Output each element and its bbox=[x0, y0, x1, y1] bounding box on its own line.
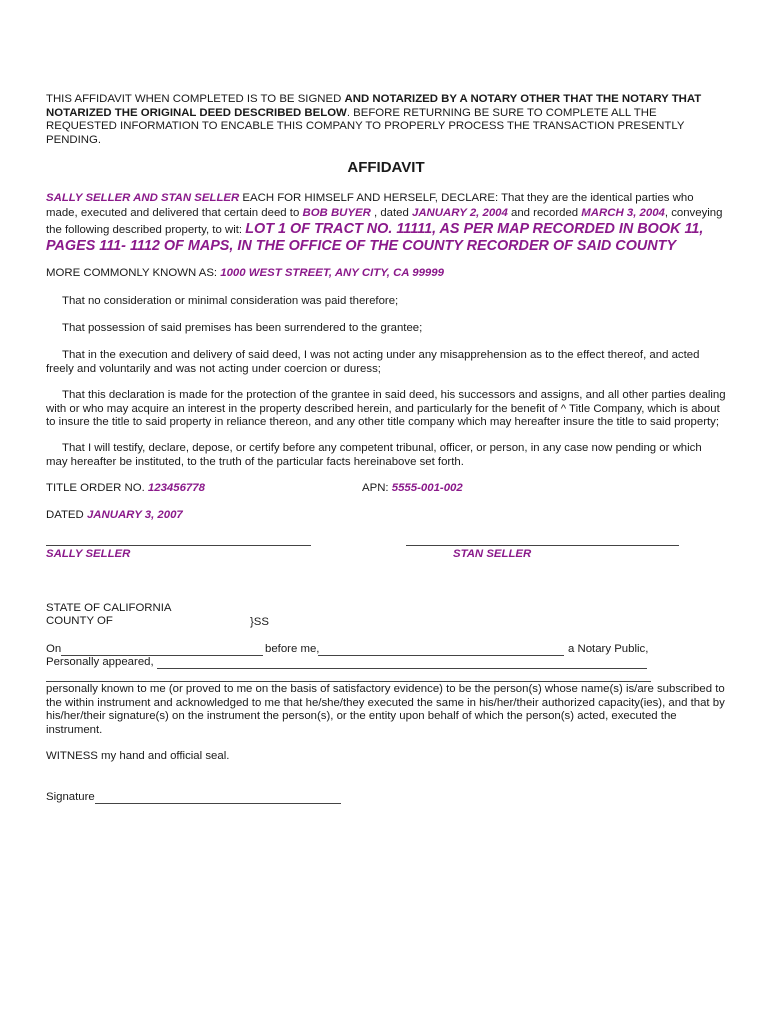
deed-date: JANUARY 2, 2004 bbox=[412, 207, 508, 219]
apn-number: 5555-001-002 bbox=[391, 482, 463, 494]
notary-county: COUNTY OF bbox=[46, 615, 113, 627]
signer-name-1: SALLY SELLER bbox=[46, 548, 131, 560]
notary-name-blank[interactable] bbox=[318, 655, 564, 656]
personally-appeared-blank[interactable] bbox=[157, 668, 647, 669]
dated-value: JANUARY 3, 2007 bbox=[86, 509, 183, 521]
personally-appeared-label: Personally appeared, bbox=[46, 656, 154, 668]
title-order-line: TITLE ORDER NO. 123456778 bbox=[46, 482, 205, 494]
paragraph-testify: That I will testify, declare, depose, or certify before any competent tribunal, officer, or person, in any case now pending or which may hereafter be instituted, to the truth of the particular facts hereinabove set forth. bbox=[46, 442, 702, 468]
apn-line: APN: 5555-001-002 bbox=[362, 482, 463, 494]
signature-line-2[interactable] bbox=[406, 545, 679, 546]
paragraph-execution: That in the execution and delivery of said deed, I was not acting under any misapprehension as to the effect thereof, and acted freely and voluntarily and was not acting under coercion or duress; bbox=[46, 349, 700, 375]
on-label: On bbox=[46, 643, 62, 655]
signer-name-2: STAN SELLER bbox=[453, 548, 532, 560]
recorded-date: MARCH 3, 2004 bbox=[581, 207, 665, 219]
legal-description: LOT 1 OF TRACT NO. 11111, AS PER MAP RECORDED IN BOOK 11, PAGES 111- 1112 OF MAPS, IN THE OFFICE OF THE COUNTY RECORDER OF SAID COUNTY bbox=[46, 221, 704, 254]
notary-public-label: a Notary Public, bbox=[568, 643, 649, 655]
declaration-paragraph: SALLY SELLER AND STAN SELLER EACH FOR HIMSELF AND HERSELF, DECLARE: That they are the identical parties who made, executed and delivered that certain deed to BOB BUYER , dated JANUARY 2, 2004 and recorded MARCH 3, 2004, conveying the following described property, to wit: LOT 1 OF TRACT NO. 11111, AS PER MAP RECORDED IN BOOK 11, PAGES 111- 1112 OF MAPS, IN THE OFFICE OF THE COUNTY RECORDER OF SAID COUNTY bbox=[46, 192, 723, 254]
page-title: AFFIDAVIT bbox=[347, 159, 425, 176]
declarant-names: SALLY SELLER AND STAN SELLER bbox=[46, 192, 240, 204]
paragraph-consideration: That no consideration or minimal consideration was paid therefore; bbox=[62, 295, 399, 307]
witness-line: WITNESS my hand and official seal. bbox=[46, 750, 230, 762]
before-me-label: before me, bbox=[265, 643, 320, 655]
signature-line-1[interactable] bbox=[46, 545, 311, 546]
notary-signature-line[interactable] bbox=[95, 803, 341, 804]
notary-acknowledgment: personally known to me (or proved to me on the basis of satisfactory evidence) to be the person(s) whose name(s) is/are subscribed to the within instrument and acknowledged to me that he/she/they executed the same in his/her/their authorized capacity(ies), and that by his/her/their signature(s) on the instrument the person(s), or the entity upon behalf of which the person(s) acted, executed the instrument. bbox=[46, 683, 725, 736]
paragraph-protection: That this declaration is made for the protection of the grantee in said deed, his successors and assigns, and all other parties dealing with or who may acquire an interest in the property described herein, and particularly for the benefit of ^ Title Company, which is about to insure the title to said property in reliance thereon, and any other title company which may hereafter insure the title to said property; bbox=[46, 389, 726, 429]
notary-ss: }SS bbox=[250, 616, 269, 628]
dated-line: DATED JANUARY 3, 2007 bbox=[46, 509, 183, 521]
property-address: 1000 WEST STREET, ANY CITY, CA 99999 bbox=[220, 267, 444, 279]
title-order-number: 123456778 bbox=[147, 482, 205, 494]
personally-appeared-blank-2[interactable] bbox=[46, 681, 651, 682]
intro-instructions: THIS AFFIDAVIT WHEN COMPLETED IS TO BE SIGNED AND NOTARIZED BY A NOTARY OTHER THAT THE NOTARY THAT NOTARIZED THE ORIGINAL DEED DESCRIBED BELOW. BEFORE RETURNING BE SURE TO COMPLETE ALL THE REQUESTED INFORMATION TO ENCABLE THIS COMPANY TO PROPERLY PROCESS THE TRANSACTION PRESENTLY PENDING. bbox=[46, 93, 702, 146]
intro-bold-text: AND NOTARIZED BY A NOTARY OTHER THAT THE NOTARY THAT NOTARIZED THE ORIGINAL DEED DESCRIBED BELOW bbox=[46, 93, 702, 119]
grantee-name: BOB BUYER bbox=[302, 207, 371, 219]
notary-state: STATE OF CALIFORNIA bbox=[46, 602, 172, 614]
paragraph-possession: That possession of said premises has been surrendered to the grantee; bbox=[62, 322, 423, 334]
signature-label: Signature bbox=[46, 791, 95, 803]
known-as-line: MORE COMMONLY KNOWN AS: 1000 WEST STREET, ANY CITY, CA 99999 bbox=[46, 267, 444, 279]
